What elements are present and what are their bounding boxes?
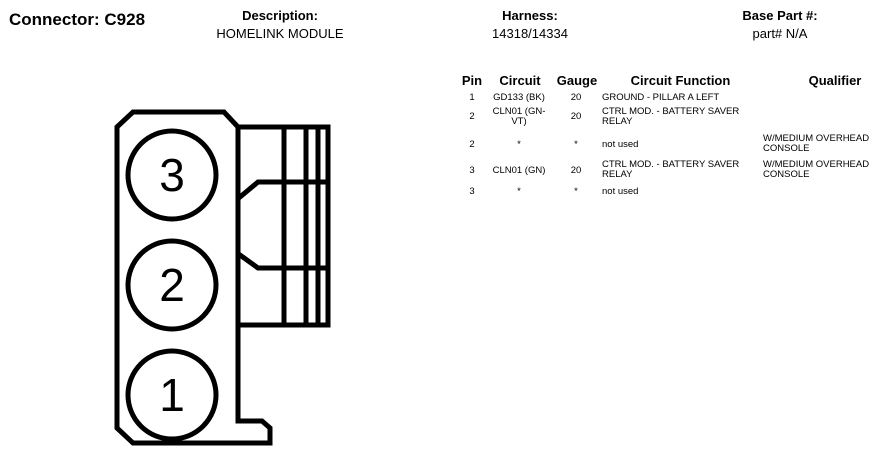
table-cell-function: CTRL MOD. - BATTERY SAVER RELAY — [602, 159, 740, 180]
pin-1-label: 1 — [159, 369, 185, 421]
base-part-label: Base Part #: — [742, 8, 818, 23]
table-cell-function: not used — [602, 139, 639, 150]
table-cell-function: not used — [602, 186, 639, 197]
table-cell-pin: 3 — [469, 186, 475, 197]
table-cell-gauge: 20 — [570, 165, 582, 176]
connector-housing — [117, 112, 270, 443]
pin-3-label: 3 — [159, 149, 185, 201]
table-cell-pin: 3 — [469, 165, 475, 176]
description-value: HOMELINK MODULE — [216, 26, 344, 41]
table-cell-circuit: * — [517, 186, 521, 197]
table-cell-gauge: * — [574, 186, 578, 197]
col-header-function: Circuit Function — [630, 73, 731, 88]
base-part-value: part# N/A — [752, 26, 808, 41]
col-header-pin: Pin — [461, 73, 483, 88]
table-cell-pin: 1 — [469, 92, 475, 103]
connector-title: Connector: C928 — [9, 10, 146, 29]
table-cell-function: CTRL MOD. - BATTERY SAVER RELAY — [602, 106, 740, 127]
harness-value: 14318/14334 — [492, 26, 568, 41]
table-cell-pin: 2 — [469, 139, 475, 150]
table-cell-function: GROUND - PILLAR A LEFT — [602, 92, 720, 103]
table-cell-qualifier: W/MEDIUM OVERHEAD CONSOLE — [763, 159, 870, 180]
table-cell-circuit: CLN01 (GN-VT) — [492, 106, 546, 127]
table-cell-circuit: CLN01 (GN) — [492, 165, 546, 176]
col-header-gauge: Gauge — [556, 73, 598, 88]
table-cell-gauge: 20 — [570, 92, 582, 103]
table-cell-circuit: GD133 (BK) — [493, 92, 545, 103]
table-cell-circuit: * — [517, 139, 521, 150]
table-cell-gauge: 20 — [570, 111, 582, 122]
col-header-circuit: Circuit — [499, 73, 541, 88]
table-cell-gauge: * — [574, 139, 578, 150]
table-cell-qualifier: W/MEDIUM OVERHEAD CONSOLE — [763, 133, 870, 154]
pin-2-label: 2 — [159, 259, 185, 311]
description-label: Description: — [242, 8, 318, 23]
harness-label: Harness: — [502, 8, 558, 23]
col-header-qualifier: Qualifier — [808, 73, 862, 88]
table-cell-pin: 2 — [469, 111, 475, 122]
